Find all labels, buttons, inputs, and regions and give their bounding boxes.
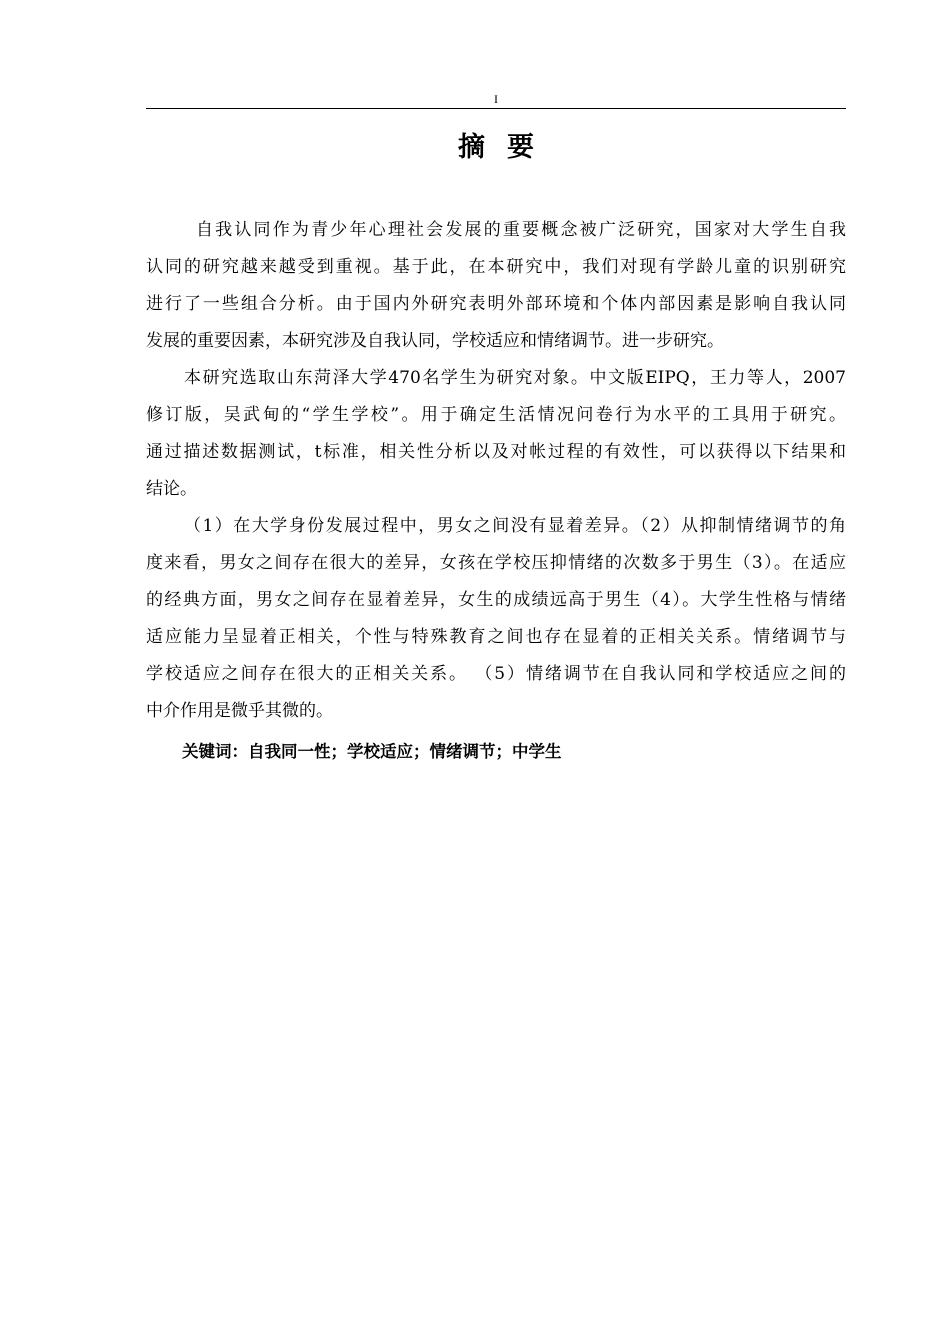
paragraph-line: （1）在大学身份发展过程中，男女之间没有显着差异。（2）从抑制情绪调节的角 xyxy=(184,516,846,536)
paragraph-line: 学校适应之间存在很大的正相关关系。 （5）情绪调节在自我认同和学校适应之间的 xyxy=(146,664,846,684)
page-title: 摘要 xyxy=(458,132,556,163)
paragraph-line: 的经典方面，男女之间存在显着差异，女生的成绩远高于男生（4）。大学生性格与情绪 xyxy=(146,590,846,610)
paragraph-line: 认同的研究越来越受到重视。基于此，在本研究中，我们对现有学龄儿童的识别研究 xyxy=(146,257,846,277)
paragraph-line: 发展的重要因素，本研究涉及自我认同，学校适应和情绪调节。进一步研究。 xyxy=(146,331,724,351)
page-number: I xyxy=(494,92,498,106)
keywords-line: 关键词：自我同一性；学校适应；情绪调节；中学生 xyxy=(182,742,562,761)
paragraph-line: 通过描述数据测试，t标准，相关性分析以及对帐过程的有效性，可以获得以下结果和 xyxy=(146,442,846,462)
abstract-body xyxy=(146,212,846,730)
paragraph-line: 中介作用是微乎其微的。 xyxy=(146,701,333,721)
paragraph-line: 进行了一些组合分析。由于国内外研究表明外部环境和个体内部因素是影响自我认同 xyxy=(146,294,846,314)
paragraph-line: 自我认同作为青少年心理社会发展的重要概念被广泛研究，国家对大学生自我 xyxy=(196,220,846,240)
paragraph-line: 修订版，吴武甸的“学生学校”。用于确定生活情况问卷行为水平的工具用于研究。 xyxy=(146,405,846,425)
abstract-paragraph-3 xyxy=(146,508,846,730)
paragraph-line: 结论。 xyxy=(146,479,197,499)
paragraph-line: 本研究选取山东菏泽大学470名学生为研究对象。中文版EIPQ，王力等人，2007 xyxy=(184,368,846,388)
abstract-paragraph-1 xyxy=(146,212,846,360)
paragraph-line: 适应能力呈显着正相关，个性与特殊教育之间也存在显着的正相关关系。情绪调节与 xyxy=(146,627,846,647)
paragraph-line: 度来看，男女之间存在很大的差异，女孩在学校压抑情绪的次数多于男生（3）。在适应 xyxy=(146,553,846,573)
page-header xyxy=(146,90,846,109)
abstract-paragraph-2 xyxy=(146,360,846,508)
